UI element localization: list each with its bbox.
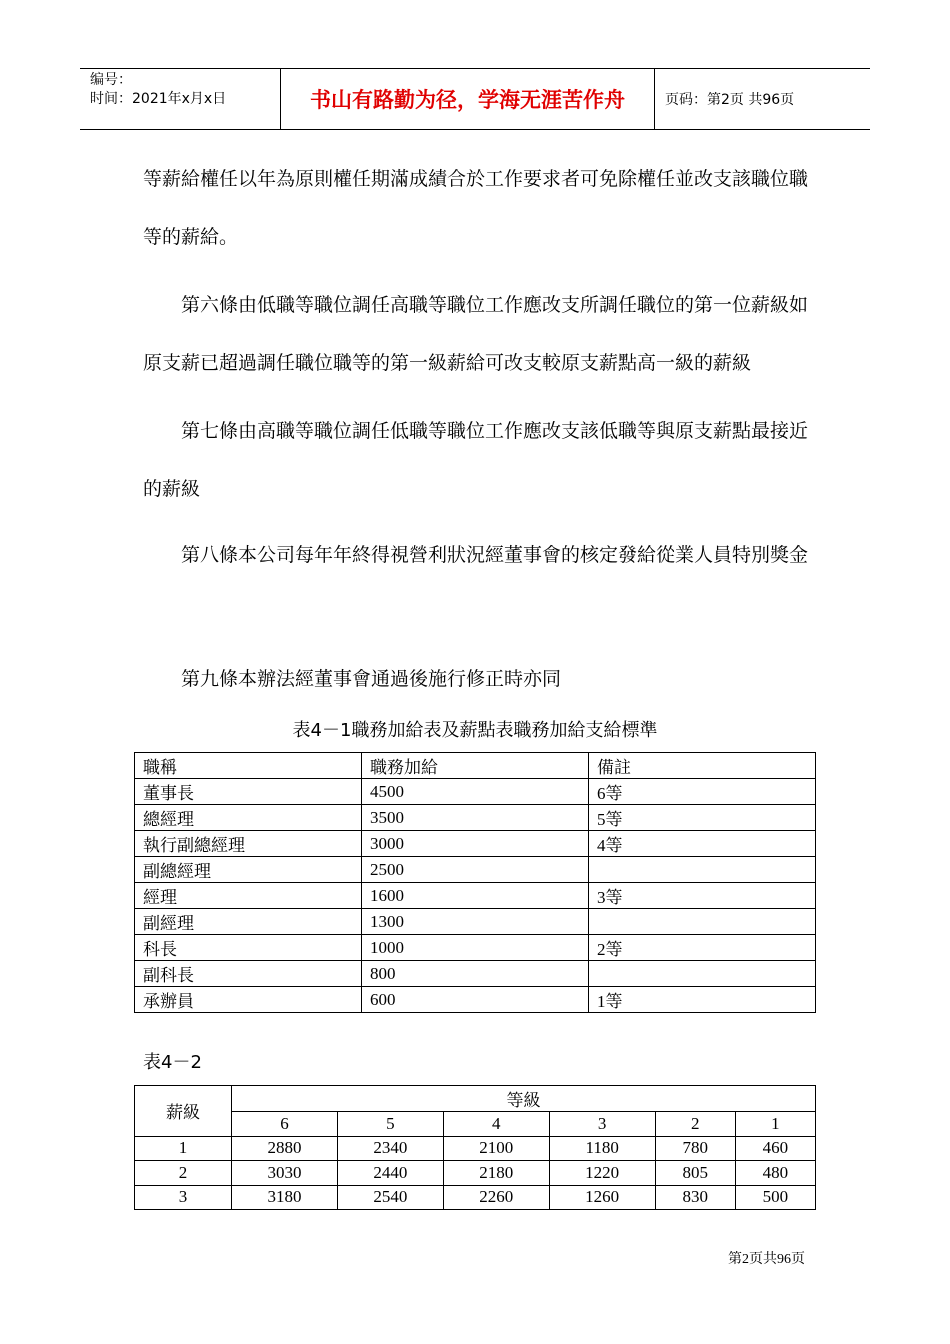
grade-header-cell: 4 <box>443 1112 549 1137</box>
table-cell: 承辦員 <box>135 987 362 1013</box>
table-header-row <box>135 753 816 779</box>
table-cell: 2500 <box>362 857 589 883</box>
grade-header-cell: 5 <box>337 1112 443 1137</box>
table-row <box>135 883 816 909</box>
paragraph-article-6: 第六條由低職等職位調任高職等職位工作應改支所調任職位的第一位薪級如原支薪已超過調任職位職等的第一級薪給可改支較原支薪點高一級的薪級 <box>143 294 809 374</box>
table-cell: 3030 <box>232 1161 338 1186</box>
table-cell: 800 <box>362 961 589 987</box>
table-header-row <box>135 1086 816 1112</box>
grade-header-cell: 2 <box>655 1112 735 1137</box>
table-cell <box>589 857 816 883</box>
table-cell: 2100 <box>443 1136 549 1161</box>
table-cell: 2180 <box>443 1161 549 1186</box>
table-row <box>135 935 816 961</box>
paragraph-continuation: 等薪給權任以年為原則權任期滿成績合於工作要求者可免除權任並改支該職位職等的薪給。 <box>143 168 809 248</box>
table-cell: 460 <box>735 1136 815 1161</box>
table-cell: 董事長 <box>135 779 362 805</box>
table-row <box>135 831 816 857</box>
table-cell: 3000 <box>362 831 589 857</box>
page-header <box>80 68 870 130</box>
code-label: 编号： <box>90 72 132 88</box>
table-row <box>135 909 816 935</box>
table-cell: 1000 <box>362 935 589 961</box>
table-cell: 805 <box>655 1161 735 1186</box>
table-cell: 2 <box>135 1161 232 1186</box>
table-cell: 經理 <box>135 883 362 909</box>
table-cell: 2440 <box>337 1161 443 1186</box>
table-cell: 2等 <box>589 935 816 961</box>
header-grade-group: 等級 <box>232 1086 816 1112</box>
table-cell: 3500 <box>362 805 589 831</box>
paragraph-article-8: 第八條本公司每年年終得視營利狀況經董事會的核定發給從業人員特別獎金 <box>181 544 809 566</box>
header-motto: 书山有路勤为径，学海无涯苦作舟 <box>280 69 655 129</box>
allowance-table <box>134 752 816 1013</box>
table-row <box>135 779 816 805</box>
table-cell <box>589 961 816 987</box>
grade-header-row <box>135 1112 816 1137</box>
table2-label: 表4－2 <box>143 1052 202 1073</box>
table-cell: 3等 <box>589 883 816 909</box>
header-salary-level: 薪級 <box>135 1086 232 1137</box>
header-allowance: 職務加給 <box>362 753 589 779</box>
table-cell <box>589 909 816 935</box>
grade-header-cell: 6 <box>232 1112 338 1137</box>
paragraph-article-9: 第九條本辦法經董事會通過後施行修正時亦同 <box>181 668 562 690</box>
table-row <box>135 961 816 987</box>
table-row <box>135 1136 816 1161</box>
salary-grade-table <box>134 1085 816 1210</box>
table-cell: 6等 <box>589 779 816 805</box>
table-cell: 3180 <box>232 1185 338 1210</box>
table-cell: 2340 <box>337 1136 443 1161</box>
table-cell: 780 <box>655 1136 735 1161</box>
grade-header-cell: 1 <box>735 1112 815 1137</box>
table-cell: 1600 <box>362 883 589 909</box>
table-row <box>135 1185 816 1210</box>
table-cell: 1180 <box>549 1136 655 1161</box>
table-cell: 2880 <box>232 1136 338 1161</box>
table-row <box>135 1161 816 1186</box>
table-row <box>135 805 816 831</box>
table-cell: 1300 <box>362 909 589 935</box>
table-cell: 3 <box>135 1185 232 1210</box>
table-cell: 2260 <box>443 1185 549 1210</box>
table-row <box>135 987 816 1013</box>
table-cell: 1260 <box>549 1185 655 1210</box>
time-label: 时间：2021年x月x日 <box>90 91 227 107</box>
table-cell: 4等 <box>589 831 816 857</box>
header-title: 職稱 <box>135 753 362 779</box>
header-meta <box>80 69 280 129</box>
header-remarks: 備註 <box>589 753 816 779</box>
table-cell: 500 <box>735 1185 815 1210</box>
table-cell: 600 <box>362 987 589 1013</box>
table-cell: 1220 <box>549 1161 655 1186</box>
table-cell: 4500 <box>362 779 589 805</box>
table-cell: 480 <box>735 1161 815 1186</box>
table-cell: 副科長 <box>135 961 362 987</box>
table-cell: 1等 <box>589 987 816 1013</box>
table-cell: 副經理 <box>135 909 362 935</box>
paragraph-article-7: 第七條由高職等職位調任低職等職位工作應改支該低職等與原支薪點最接近的薪級 <box>143 420 809 500</box>
table-cell: 830 <box>655 1185 735 1210</box>
header-page-info: 页码：第2页 共96页 <box>665 92 795 108</box>
grade-header-cell: 3 <box>549 1112 655 1137</box>
table-cell: 5等 <box>589 805 816 831</box>
table-cell: 總經理 <box>135 805 362 831</box>
table-cell: 副總經理 <box>135 857 362 883</box>
page-footer: 第2页共96页 <box>728 1252 805 1267</box>
table-cell: 1 <box>135 1136 232 1161</box>
table1-caption: 表4－1職務加給表及薪點表職務加給支給標準 <box>292 720 658 741</box>
table-cell: 執行副總經理 <box>135 831 362 857</box>
table-cell: 2540 <box>337 1185 443 1210</box>
table-row <box>135 857 816 883</box>
table-cell: 科長 <box>135 935 362 961</box>
